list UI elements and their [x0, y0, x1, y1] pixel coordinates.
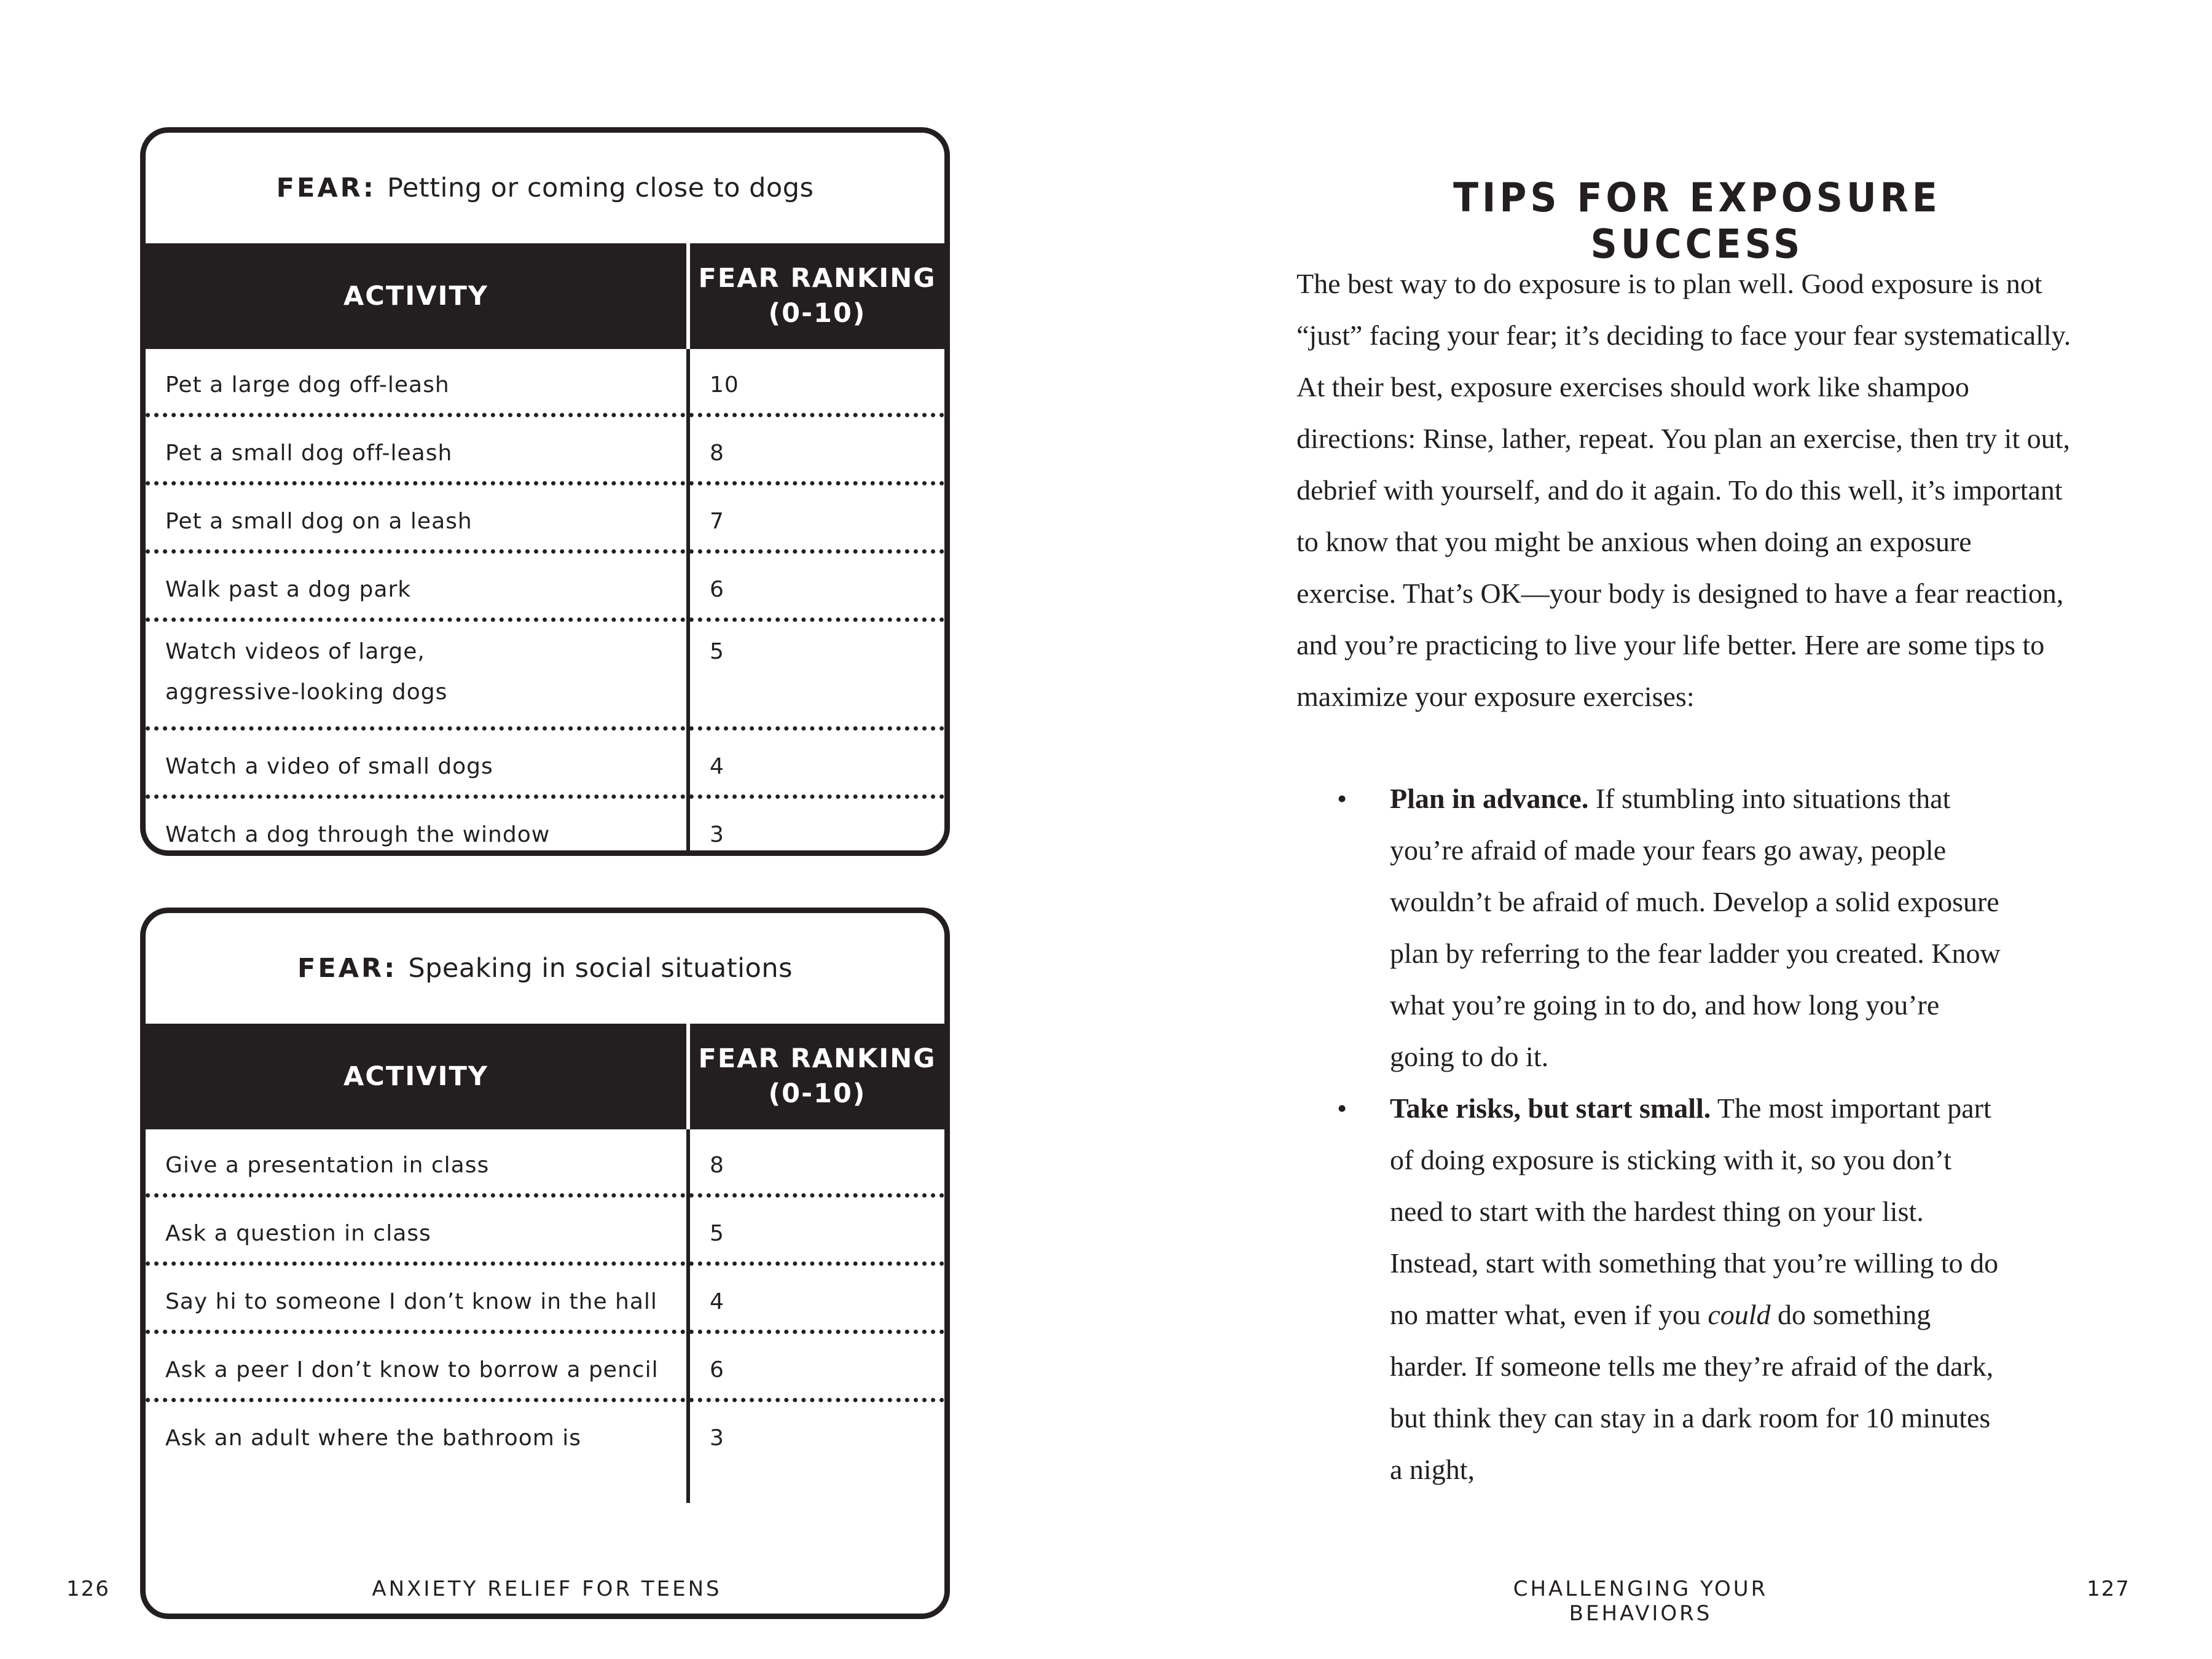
fear-label: FEAR:	[276, 173, 376, 203]
tip-emphasis: could	[1708, 1299, 1771, 1330]
intro-paragraph: The best way to do exposure is to plan well. Good exposure is not “just” facing your fear; it’s deciding to face your fear systematically. At their best, exposure exercises should work like shampoo directions: Rinse, lather, repeat. You plan an exercise, then try it out, debrief with yourself, and do it again. To do this well, it’s important to know that you might be anxious when doing an exposure exercise. That’s OK—your body is designed to have a fear reaction, and you’re practicing to live your life better. Here are some tips to maximize your exposure exercises:	[1296, 268, 2071, 712]
table-row	[146, 417, 944, 485]
bullet-glyph: •	[1337, 1092, 1347, 1124]
right-page	[1106, 0, 2212, 1659]
activity-cell: Pet a small dog on a leash	[165, 509, 473, 534]
activity-cell: Ask a peer I don’t know to borrow a pencil	[165, 1357, 659, 1382]
list-item	[1337, 1083, 2004, 1496]
rank-cell: 3	[710, 822, 724, 847]
fear-table-social	[140, 908, 950, 1619]
table-row	[146, 1334, 944, 1402]
rank-cell: 4	[710, 754, 724, 779]
rank-cell: 8	[710, 1153, 724, 1178]
table-row	[146, 731, 944, 799]
column-header-fear-ranking	[686, 1024, 944, 1129]
fear-heading	[146, 913, 944, 1024]
activity-cell: Watch a dog through the window	[165, 822, 551, 847]
rank-cell: 10	[710, 372, 739, 398]
fear-text: Petting or coming close to dogs	[386, 173, 814, 203]
fear-ranking-label: FEAR RANKING	[698, 1043, 936, 1074]
activity-cell: Watch videos of large, aggressive-looking dogs	[165, 639, 448, 705]
rank-cell: 8	[710, 441, 724, 466]
table-row	[146, 1402, 944, 1466]
activity-cell: Say hi to someone I don’t know in the hall	[165, 1289, 657, 1314]
tip-text: do something harder. If someone tells me they’re afraid of the dark, but think they can stay in a dark room for 10 minutes a night,	[1390, 1299, 1994, 1485]
section-title: TIPS FOR EXPOSURE SUCCESS	[1453, 175, 1941, 268]
rank-cell: 6	[710, 577, 724, 602]
table-row	[146, 799, 944, 856]
rank-cell: 5	[710, 639, 724, 664]
column-header-activity: ACTIVITY	[343, 1061, 488, 1092]
activity-cell: Pet a small dog off-leash	[165, 441, 453, 466]
tips-list	[1337, 773, 2004, 1496]
bullet-glyph: •	[1337, 783, 1347, 814]
activity-cell: Ask a question in class	[165, 1221, 431, 1246]
column-header-activity: ACTIVITY	[343, 281, 488, 312]
table-row	[146, 622, 944, 731]
tip-text: The most important part of doing exposure is sticking with it, so you don’t need to start with the hardest thing on your list. Instead, start with something that you’re willing to do no matter what, even if you	[1390, 1092, 1999, 1330]
rank-cell: 6	[710, 1357, 724, 1382]
rank-cell: 3	[710, 1426, 724, 1451]
running-head: CHALLENGING YOUR BEHAVIORS	[1513, 1577, 1768, 1626]
fear-text: Speaking in social situations	[408, 953, 793, 984]
page-number: 127	[2087, 1577, 2130, 1601]
page-number: 126	[66, 1577, 110, 1601]
fear-ranking-range: (0-10)	[768, 298, 866, 329]
tip-text: If stumbling into situations that you’re afraid of made your fears go away, people wouldn’t be afraid of much. Develop a solid exposure plan by referring to the fear ladder you created. Know what you’re going in to do, and how long you’re going to do it.	[1390, 783, 2001, 1072]
table-body	[146, 1129, 944, 1466]
rank-cell: 5	[710, 1221, 724, 1246]
fear-ranking-label: FEAR RANKING	[698, 263, 936, 294]
activity-cell: Ask an adult where the bathroom is	[165, 1426, 581, 1451]
fear-ranking-range: (0-10)	[768, 1078, 866, 1109]
fear-label: FEAR:	[297, 953, 398, 984]
column-header-fear-ranking	[686, 243, 944, 349]
table-body	[146, 349, 944, 856]
rank-cell: 4	[710, 1289, 724, 1314]
activity-cell: Give a presentation in class	[165, 1153, 490, 1178]
table-header-row	[146, 243, 944, 349]
fear-heading	[146, 133, 944, 243]
activity-cell: Pet a large dog off-leash	[165, 372, 450, 398]
rank-cell: 7	[710, 509, 724, 534]
table-row	[146, 1198, 944, 1266]
list-item	[1337, 773, 2004, 1083]
tip-heading: Plan in advance.	[1390, 783, 1589, 814]
tip-heading: Take risks, but start small.	[1390, 1092, 1711, 1124]
table-row	[146, 554, 944, 622]
fear-table-dogs	[140, 127, 950, 856]
table-row	[146, 1266, 944, 1334]
running-head: ANXIETY RELIEF FOR TEENS	[372, 1577, 722, 1601]
table-row	[146, 1129, 944, 1198]
table-row	[146, 349, 944, 417]
activity-cell: Watch a video of small dogs	[165, 754, 493, 779]
table-header-row	[146, 1024, 944, 1129]
table-row	[146, 485, 944, 554]
activity-cell: Walk past a dog park	[165, 577, 412, 602]
